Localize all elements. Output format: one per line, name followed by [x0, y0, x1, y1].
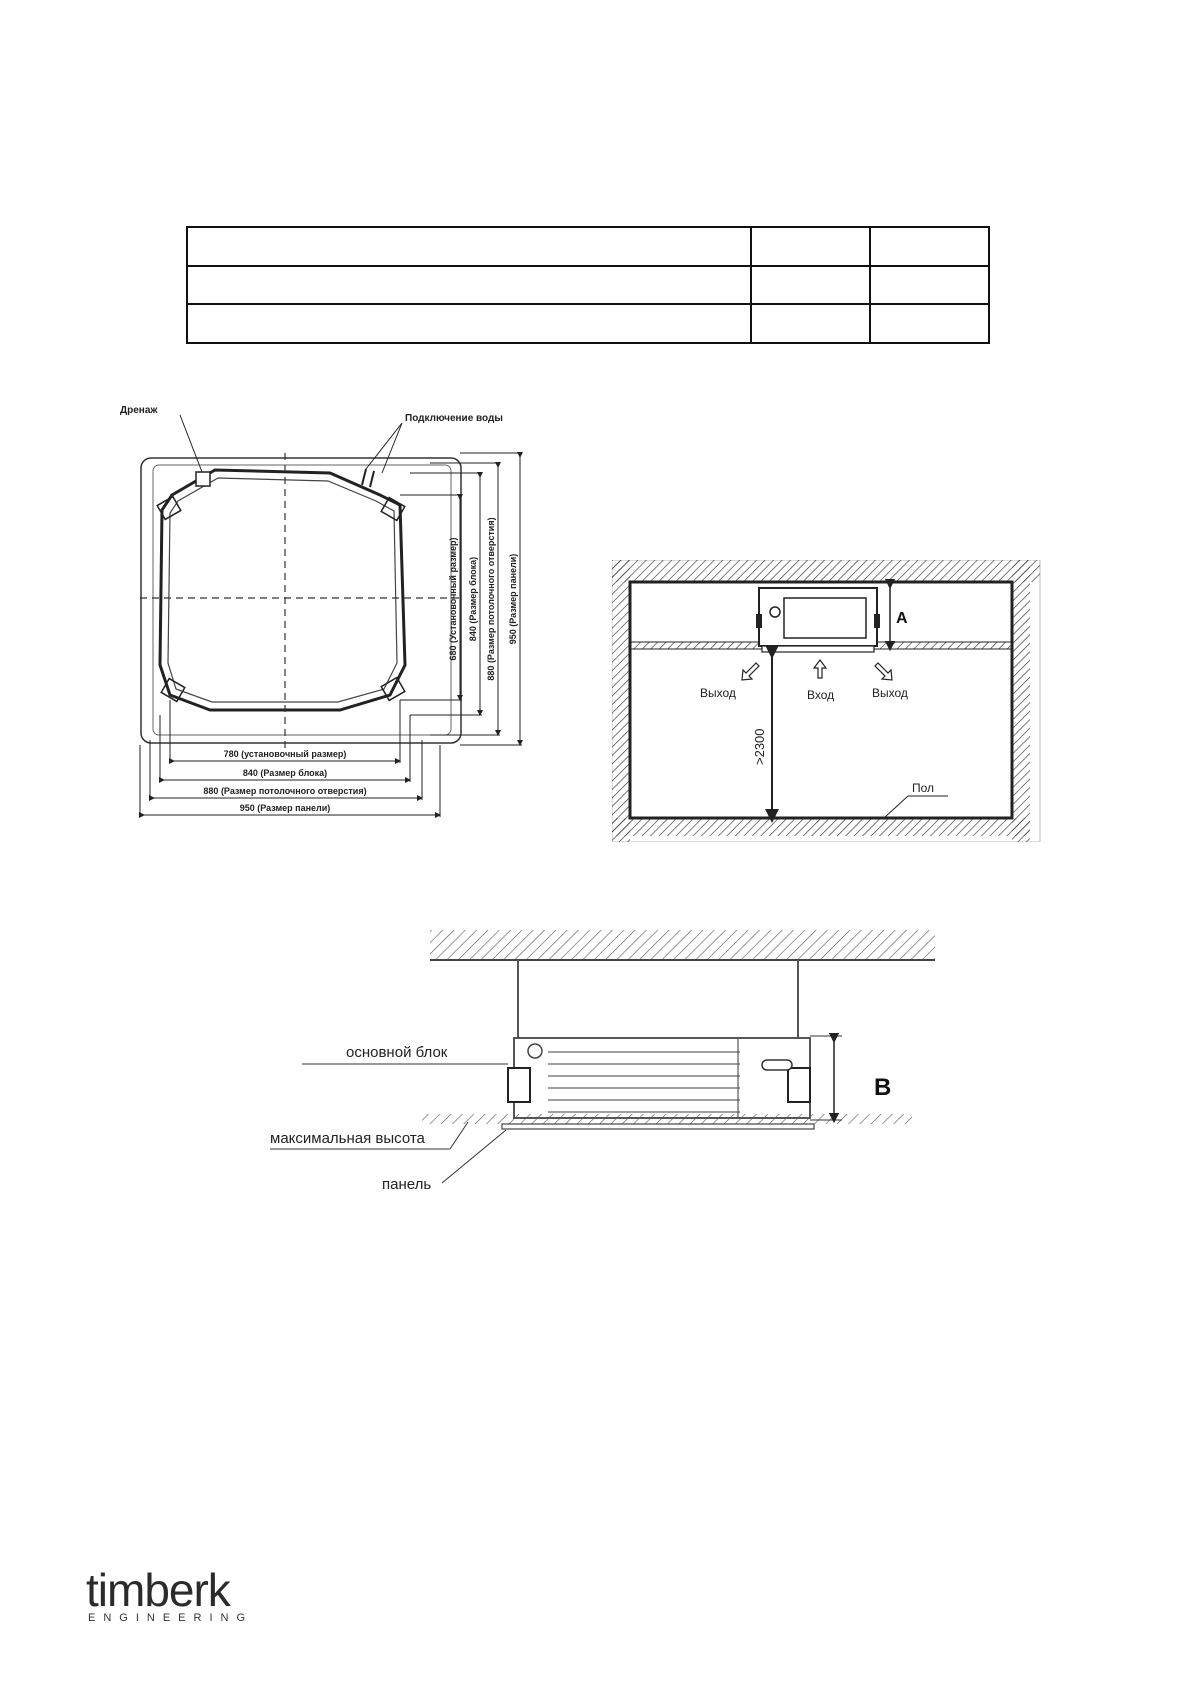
panel-label: панель	[382, 1176, 432, 1193]
unit-hanger	[756, 614, 762, 628]
table-cell	[187, 304, 751, 343]
main-unit-label: основной блок	[346, 1044, 448, 1061]
table-row	[187, 304, 989, 343]
dim-label: 880 (Размер потолочного отверстия)	[203, 786, 367, 796]
inlet-label: Вход	[807, 688, 835, 702]
dim-label: 680 (Установочный размер)	[448, 537, 458, 661]
unit-elevation-diagram	[262, 918, 942, 1198]
drain-leader	[180, 415, 202, 472]
table-cell	[751, 227, 871, 266]
dimension-a-label: A	[896, 610, 908, 627]
dim-label: 950 (Размер панели)	[239, 803, 331, 813]
water-label: Подключение воды	[405, 413, 503, 424]
panel	[502, 1124, 814, 1129]
outlet-right-label: Выход	[872, 686, 908, 700]
top-view-diagram	[100, 395, 540, 825]
panel-inner-outline	[153, 465, 451, 735]
outlet-left-label: Выход	[700, 686, 736, 700]
dim-label: 950 (Размер панели)	[508, 553, 518, 645]
table-cell	[187, 227, 751, 266]
dim-label: 880 (Размер потолочного отверстия)	[486, 517, 496, 681]
floor-hatch	[612, 818, 1030, 836]
table-cell	[870, 227, 989, 266]
unit-inner	[168, 478, 397, 702]
logo-subtitle: ENGINEERING	[88, 1612, 254, 1624]
drain-port	[196, 472, 210, 486]
water-pipe	[370, 471, 374, 487]
spec-table	[186, 226, 990, 344]
dim-label: 840 (Размер блока)	[468, 556, 478, 642]
max-height-leader	[450, 1122, 468, 1149]
water-pipe	[362, 469, 366, 485]
unit-hanger	[874, 614, 880, 628]
height-label: >2300	[752, 728, 767, 765]
wall	[612, 560, 630, 842]
unit-body	[160, 470, 405, 710]
table-cell	[870, 304, 989, 343]
drain-label: Дренаж	[120, 405, 158, 416]
table-cell	[751, 266, 871, 305]
dim-label: 780 (установочный размер)	[223, 749, 347, 759]
dim-label: 840 (Размер блока)	[242, 768, 328, 778]
table-row	[187, 266, 989, 305]
timberk-logo	[86, 1564, 254, 1624]
panel-leader	[442, 1130, 506, 1183]
max-height-label: максимальная высота	[270, 1130, 425, 1147]
unit-body	[784, 598, 866, 638]
logo-word: timberk	[86, 1564, 230, 1616]
table-row	[187, 227, 989, 266]
table-cell	[187, 266, 751, 305]
unit-panel	[762, 646, 874, 652]
bracket	[788, 1068, 810, 1102]
dimension-b-label: B	[874, 1074, 892, 1101]
main-unit-body	[514, 1038, 810, 1118]
unit-fitting	[528, 1044, 542, 1058]
water-leader	[366, 423, 402, 469]
wall	[612, 560, 1040, 582]
pipe	[762, 1060, 792, 1070]
table-cell	[870, 266, 989, 305]
ceiling-slab	[430, 930, 935, 960]
room-section-diagram	[612, 560, 1042, 842]
bracket	[508, 1068, 530, 1102]
floor-label: Пол	[912, 781, 935, 795]
wall	[1012, 560, 1030, 842]
table-cell	[751, 304, 871, 343]
false-ceiling	[422, 1114, 912, 1124]
